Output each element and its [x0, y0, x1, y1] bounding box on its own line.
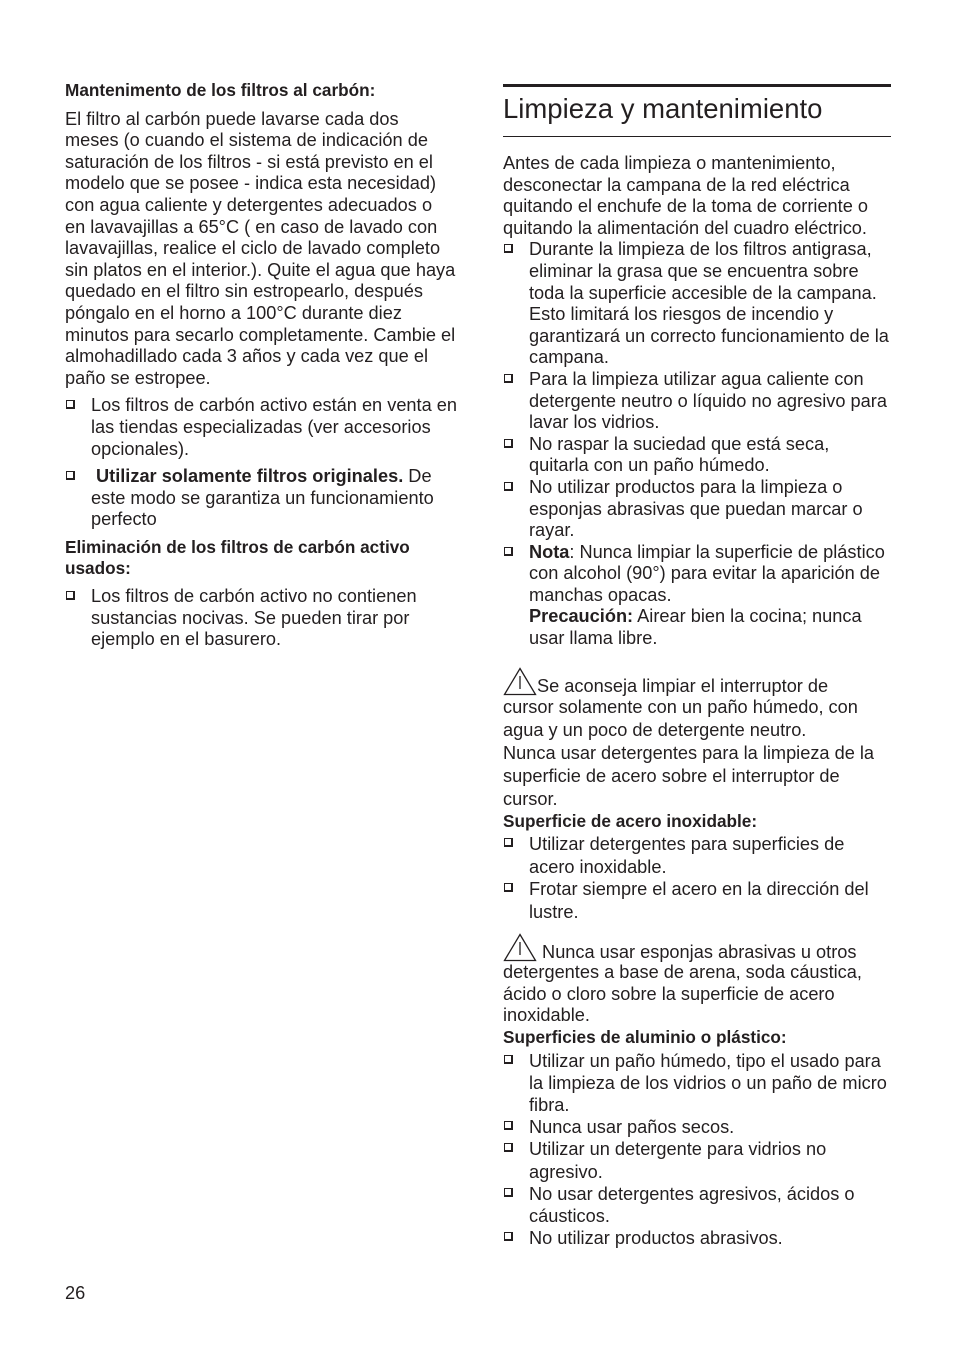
list-item: Nunca usar paños secos. — [503, 1116, 891, 1138]
checkbox-bullet-icon — [504, 482, 513, 491]
list-item: No usar detergentes agresivos, ácidos o cáusticos. — [503, 1183, 891, 1227]
checkbox-bullet-icon — [504, 1188, 513, 1197]
section-title: Limpieza y mantenimiento — [503, 93, 823, 124]
list-item: No raspar la suciedad que está seca, quitarla con un paño húmedo. — [503, 434, 891, 477]
list-item: No utilizar productos para la limpieza o esponjas abrasivas que puedan marcar o rayar. — [503, 477, 891, 542]
checkbox-bullet-icon — [504, 1143, 513, 1152]
checkbox-bullet-icon — [504, 547, 513, 556]
list-item: Durante la limpieza de los filtros antigrasa, eliminar la grasa que se encuentra sobre toda la superficie accesible de la campana. Esto limitará los riesgos de incendio y garantizará un correcto funcionamiento de la campana. — [503, 239, 891, 369]
list-item: Para la limpieza utilizar agua caliente con detergente neutro o líquido no agresivo para lavar los vidrios. — [503, 369, 891, 434]
checkbox-bullet-icon — [66, 400, 75, 409]
list-item: Frotar siempre el acero en la dirección del lustre. — [503, 878, 891, 923]
list-item: Los filtros de carbón activo no contienen sustancias nocivas. Se pueden tirar por ejemplo en el basurero. — [65, 586, 457, 651]
checkbox-bullet-icon — [504, 244, 513, 253]
carbon-filter-list — [65, 395, 457, 531]
checkbox-bullet-icon — [504, 1232, 513, 1241]
checkbox-bullet-icon — [66, 471, 75, 480]
aluminium-plastic-heading: Superficies de aluminio o plástico: — [503, 1027, 787, 1048]
checkbox-bullet-icon — [504, 374, 513, 383]
left-column — [65, 80, 457, 651]
right-column — [503, 84, 891, 1249]
warning-block-steel: Nunca usar esponjas abrasivas u otros detergentes a base de arena, soda cáustica, ácido o cloro sobre la superficie de acero inoxidable. — [503, 933, 891, 1027]
section-title-box — [503, 84, 891, 137]
aluminium-list — [503, 1050, 891, 1250]
warning-triangle-icon — [503, 933, 537, 962]
list-item: Nota: Nunca limpiar la superficie de plástico con alcohol (90°) para evitar la aparición de manchas opacas. Precaución: Airear bien la cocina; nunca usar llama libre. — [503, 542, 891, 650]
carbon-filter-paragraph: El filtro al carbón puede lavarse cada dos meses (o cuando el sistema de indicación de saturación de los filtros - si está previsto en el modelo que se posee - indica esta necesidad) con agua caliente y detergentes adecuados o en lavavajillas a 65°C ( en caso de lavado con lavavajillas, realice el ciclo de lavado completo sin platos en el interior.). Quite el agua que haya quedado en el filtro sin estropearlo, después póngalo en el horno a 100°C durante diez minutos para secarlo completamente. Cambie el almohadillado cada 3 años y cada vez que el paño se estropee. — [65, 108, 456, 388]
checkbox-bullet-icon — [504, 1055, 513, 1064]
checkbox-bullet-icon — [66, 591, 75, 600]
page-number: 26 — [65, 1283, 86, 1303]
list-item: Utilizar un paño húmedo, tipo el usado para la limpieza de los vidrios o un paño de micro fibra. — [503, 1050, 891, 1117]
cleaning-list — [503, 239, 891, 649]
checkbox-bullet-icon — [504, 1121, 513, 1130]
intro-paragraph: Antes de cada limpieza o mantenimiento, desconectar la campana de la red eléctrica quitando el enchufe de la toma de corriente o quitando la alimentación del cuadro eléctrico. — [503, 153, 869, 238]
steel-heading: Superficie de acero inoxidable: — [503, 810, 758, 831]
warning-block-switch: Se aconseja limpiar el interruptor de cursor solamente con un paño húmedo, con agua y un poco de detergente neutro. Nunca usar detergentes para la limpieza de la superficie de acero sobre el interruptor de cursor. — [503, 667, 891, 811]
list-item: Utilizar un detergente para vidrios no agresivo. — [503, 1138, 891, 1182]
list-item: No utilizar productos abrasivos. — [503, 1227, 891, 1249]
warning-triangle-icon — [503, 667, 537, 696]
checkbox-bullet-icon — [504, 838, 513, 847]
checkbox-bullet-icon — [504, 883, 513, 892]
steel-list — [503, 833, 891, 923]
list-item: Utilizar detergentes para superficies de acero inoxidable. — [503, 833, 891, 878]
list-item: Utilizar solamente filtros originales. De este modo se garantiza un funcionamiento perfecto — [65, 466, 457, 531]
checkbox-bullet-icon — [504, 439, 513, 448]
carbon-filter-maintenance-heading: Mantenimento de los filtros al carbón: — [65, 80, 376, 100]
list-item: Los filtros de carbón activo están en venta en las tiendas especializadas (ver accesorios opcionales). — [65, 395, 457, 460]
disposal-heading: Eliminación de los filtros de carbón activo usados: — [65, 536, 410, 579]
disposal-list — [65, 586, 457, 651]
